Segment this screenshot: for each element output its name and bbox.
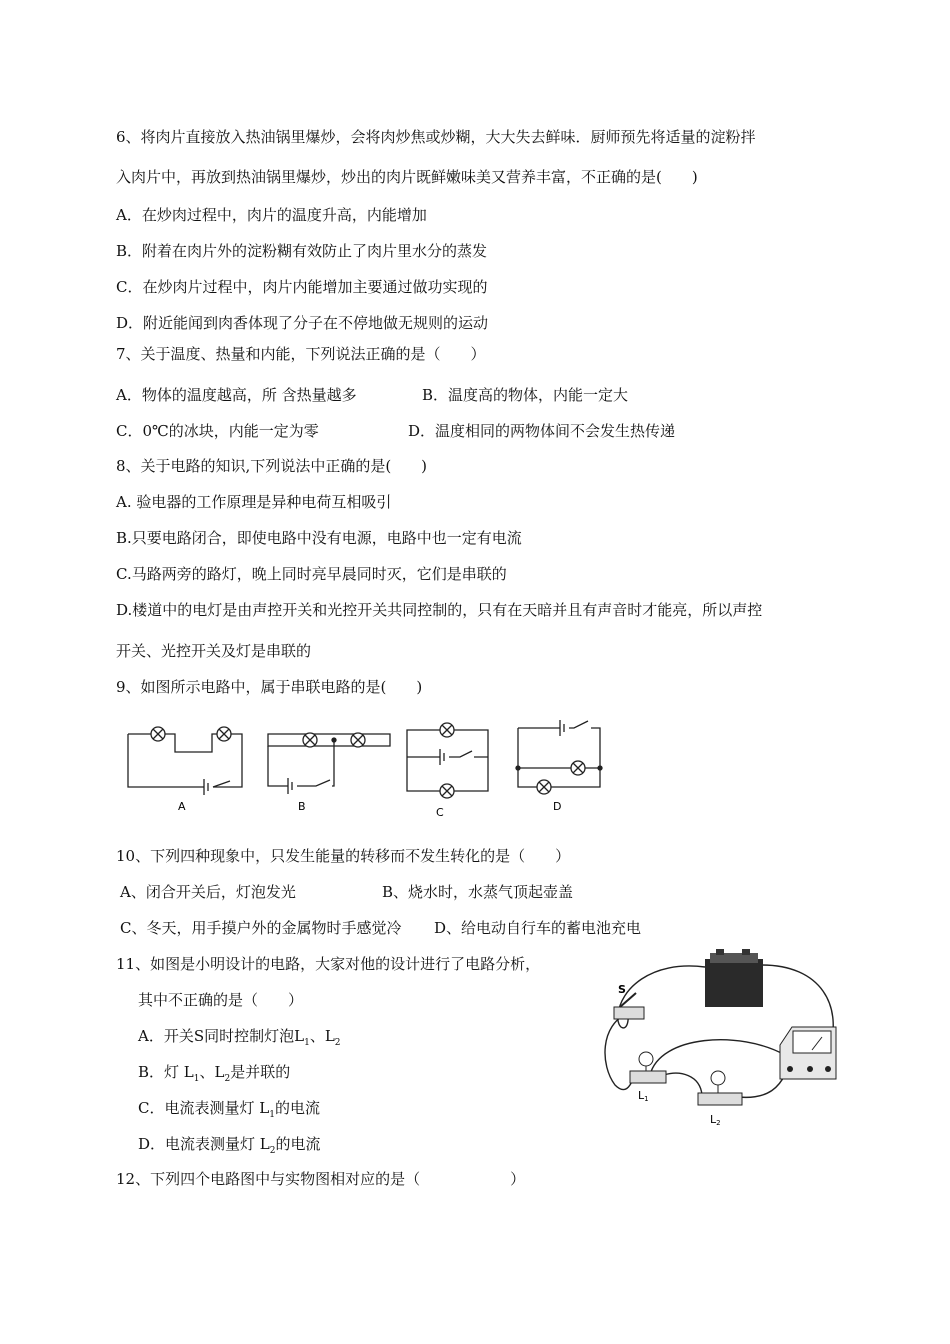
q6-option-a: A．在炒肉过程中，肉片的温度升高，内能增加 (116, 206, 427, 224)
q10-option-d: D、给电动自行车的蓄电池充电 (434, 919, 642, 937)
q11-option-d: D．电流表测量灯 $L_2$的电流 (138, 1135, 321, 1156)
bulb-l1-icon (630, 1052, 666, 1083)
battery-icon (705, 949, 763, 1007)
switch-icon (614, 993, 644, 1019)
q7-option-d: D．温度相同的两物体间不会发生热传递 (408, 422, 676, 440)
q8-option-c: C.马路两旁的路灯，晚上同时亮早晨同时灭，它们是串联的 (116, 565, 507, 583)
switch-label: S (618, 983, 626, 996)
q10-option-c: C、冬天，用手摸户外的金属物时手感觉冷 (120, 919, 402, 937)
q11-stem-line2: 其中不正确的是（ ） (138, 991, 304, 1009)
q9-circuit-diagrams (120, 712, 610, 822)
bulb-l2-label: L2 (710, 1113, 721, 1127)
circuit-c-label: C (436, 806, 444, 819)
circuit-c (407, 723, 488, 798)
circuit-d (516, 720, 602, 794)
q6-option-b: B．附着在肉片外的淀粉糊有效防止了肉片里水分的蒸发 (116, 242, 488, 260)
circuit-b (268, 733, 390, 794)
q11-option-a: A．开关S同时控制灯泡$L_1$、$L_2$ (138, 1027, 341, 1048)
q8-option-b: B.只要电路闭合，即使电路中没有电源，电路中也一定有电流 (116, 529, 522, 547)
q6-stem-line1: 6、将肉片直接放入热油锅里爆炒，会将肉炒焦或炒糊，大大失去鲜味．厨师预先将适量的淀粉拌 (116, 128, 756, 146)
q10-option-a: A、闭合开关后，灯泡发光 (120, 883, 296, 901)
wire (738, 1073, 786, 1097)
q11-option-c: C．电流表测量灯 $L_1$的电流 (138, 1099, 320, 1120)
q7-option-c: C．0℃的冰块，内能一定为零 (116, 422, 319, 440)
circuit-a (128, 727, 242, 795)
q12-stem: 12、下列四个电路图中与实物图相对应的是（ ） (116, 1170, 526, 1188)
q7-option-b: B．温度高的物体，内能一定大 (422, 386, 629, 404)
q11-circuit-illustration (590, 945, 850, 1130)
bulb-l1-label: L1 (638, 1089, 649, 1103)
q8-option-d-line1: D.楼道中的电灯是由声控开关和光控开关共同控制的，只有在天暗并且有声音时才能亮，所以声控 (116, 601, 763, 619)
q10-stem: 10、下列四种现象中，只发生能量的转移而不发生转化的是（ ） (116, 847, 571, 865)
q6-option-d: D．附近能闻到肉香体现了分子在不停地做无规则的运动 (116, 314, 489, 332)
q11-stem-line1: 11、如图是小明设计的电路，大家对他的设计进行了电路分析， (116, 955, 541, 973)
circuit-b-label: B (298, 800, 306, 813)
q8-option-a: A. 验电器的工作原理是异种电荷互相吸引 (116, 493, 392, 511)
q6-stem-line2: 入肉片中，再放到热油锅里爆炒，炒出的肉片既鲜嫩味美又营养丰富，不正确的是( ) (116, 168, 698, 186)
ammeter-icon (780, 1027, 836, 1079)
circuit-d-label: D (553, 800, 562, 813)
q8-option-d-line2: 开关、光控开关及灯是串联的 (116, 642, 312, 660)
circuit-a-label: A (178, 800, 186, 813)
q11-option-b: B．灯 $L_1$、$L_2$是并联的 (138, 1063, 291, 1084)
wire (664, 1073, 702, 1095)
q9-stem: 9、如图所示电路中，属于串联电路的是( ) (116, 678, 423, 696)
bulb-l2-icon (698, 1071, 742, 1105)
wire (650, 1040, 785, 1075)
q6-option-c: C．在炒肉片过程中，肉片内能增加主要通过做功实现的 (116, 278, 488, 296)
q7-stem: 7、关于温度、热量和内能，下列说法正确的是（ ） (116, 345, 486, 363)
q7-option-a: A．物体的温度越高，所 含热量越多 (116, 386, 357, 404)
q10-option-b: B、烧水时，水蒸气顶起壶盖 (382, 883, 574, 901)
q8-stem: 8、关于电路的知识,下列说法中正确的是( ) (116, 457, 428, 475)
